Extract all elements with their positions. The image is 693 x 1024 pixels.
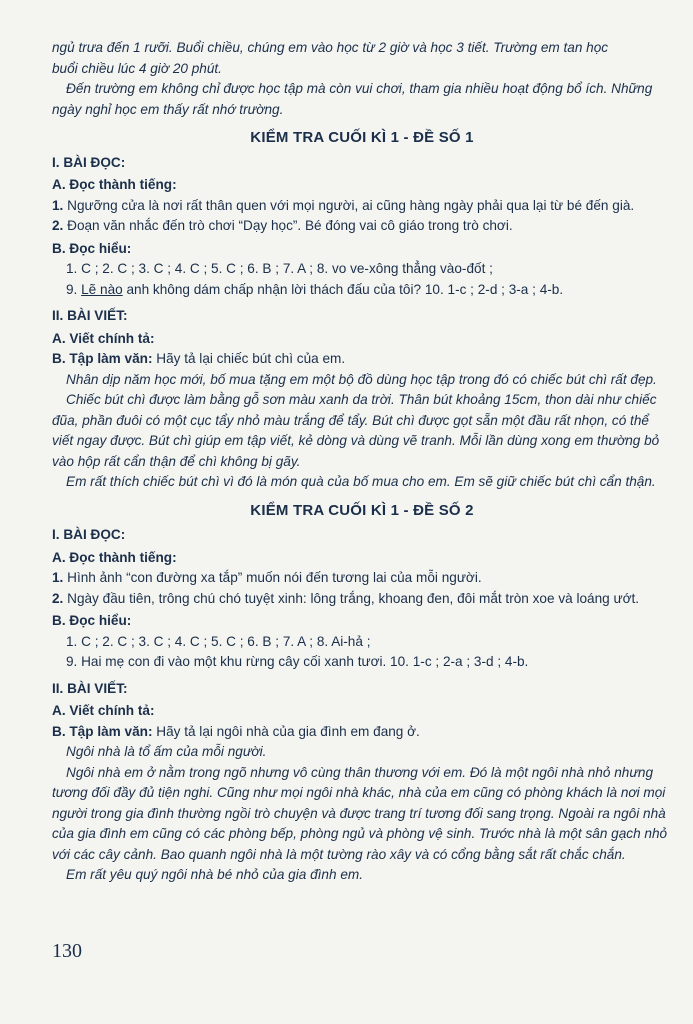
exam1-essay-paragraph-1: Nhân dịp năm học mới, bố mua tặng em một bộ đồ dùng học tập trong đó có chiếc bút chì rất đẹp. [66,371,657,387]
exam1-title: KIỂM TRA CUỐI KÌ 1 - ĐỀ SỐ 1 [250,129,474,146]
exam2-essay-label: B. Tập làm văn: [52,723,153,739]
exam2-essay-paragraph-1: Ngôi nhà là tổ ấm của mỗi người. [66,744,267,759]
intro-line-1: ngủ trưa đến 1 rưỡi. Buổi chiều, chúng em vào học từ 2 giờ và học 3 tiết. Trường em tan học [52,40,609,55]
exam1-comprehension-heading: B. Đọc hiểu: [52,240,132,256]
exam2-q1-number: 1. [52,570,64,585]
exam1-q1-number: 1. [52,197,64,213]
exam2-title: KIỂM TRA CUỐI KÌ 1 - ĐỀ SỐ 2 [250,501,474,519]
exam1-answers-line-2 [52,280,672,301]
exam1-answers-rest: anh không dám chấp nhận lời thách đấu của tôi? 10. 1-c ; 2-d ; 3-a ; 4-b. [122,281,564,297]
exam2-q2-number: 2. [52,590,64,606]
exam1-writing-heading: II. BÀI VIẾT: [52,308,128,323]
exam2-q2-text: Ngày đầu tiên, trông chú chó tuyệt xinh: lông trắng, khoang đen, đôi mắt tròn xoe và loáng ướt. [67,590,640,606]
exam2-essay-prompt-text: Hãy tả lại ngôi nhà của gia đình em đang ở. [152,723,420,739]
exam1-essay-prompt-text: Hãy tả lại chiếc bút chì của em. [152,351,346,366]
intro-paragraph-2: Đến trường em không chỉ được học tập mà còn vui chơi, tham gia nhiều hoạt động bổ ích. Những ngày nghỉ học em thấy rất nhớ trường. [52,81,653,117]
exam1-essay-paragraph-2: Chiếc bút chì được làm bằng gỗ sơn màu xanh da trời. Thân bút khoảng 15cm, thon dài như chiếc đũa, phần đuôi có một cục tẩy nhỏ màu trắng để tẩy. Bút chì được gọt sẵn một đầu rất nhọn, có thể viết ngay được. Bút chì giúp em tập viết, kẻ dòng và dùng vẽ tranh. Mỗi lần dùng xong em thường bỏ vào hộp rất cẩn thận để chì không bị gãy. [52,392,660,469]
exam2-essay-prompt [52,722,672,743]
exam1-answers-underlined: Lẽ nào [81,281,123,297]
exam1-essay-prompt [52,349,672,370]
exam2-comprehension-heading: B. Đọc hiểu: [52,613,132,628]
page-number: 130 [52,940,82,962]
exam2-writing-heading: II. BÀI VIẾT: [52,680,128,696]
page-content [52,38,672,886]
exam1-dictation-heading: A. Viết chính tả: [52,330,155,346]
exam1-q2-number: 2. [52,218,64,233]
exam1-essay-label: B. Tập làm văn: [52,351,153,366]
exam2-essay-paragraph-3: Em rất yêu quý ngôi nhà bé nhỏ của gia đình em. [66,867,363,882]
exam1-read-aloud-heading: A. Đọc thành tiếng: [52,177,177,192]
exam2-answers-line-2: 9. Hai mẹ con đi vào một khu rừng cây cối xanh tươi. 10. 1-c ; 2-a ; 3-d ; 4-b. [66,654,529,669]
exam2-q1-text: Hình ảnh “con đường xa tắp” muốn nói đến tương lai của mỗi người. [67,570,482,585]
exam1-reading-heading: I. BÀI ĐỌC: [52,154,126,170]
exam1-question-1 [52,196,672,217]
exam1-q2-text: Đoạn văn nhắc đến trò chơi “Dạy học”. Bé đóng vai cô giáo trong trò chơi. [67,218,513,233]
exam2-reading-heading: I. BÀI ĐỌC: [52,527,126,542]
exam2-dictation-heading: A. Viết chính tả: [52,703,155,718]
exam2-read-aloud-heading: A. Đọc thành tiếng: [52,549,177,565]
exam1-essay-paragraph-3: Em rất thích chiếc bút chì vì đó là món quà của bố mua cho em. Em sẽ giữ chiếc bút chì cẩn thận. [66,474,656,489]
exam2-answers-line-1: 1. C ; 2. C ; 3. C ; 4. C ; 5. C ; 6. B ; 7. A ; 8. Ai-hả ; [66,633,371,649]
exam2-question-2 [52,589,672,610]
exam2-essay-paragraph-2: Ngôi nhà em ở nằm trong ngõ nhưng vô cùng thân thương với em. Đó là một ngôi nhà nhỏ nhưng tương đối đầy đủ tiện nghi. Cũng như mọi ngôi nhà khác, nhà của em cũng có phòng khách là nơi mọi người trong gia đình thường ngồi trò chuyện và được trang trí tương đối sang trọng. Ngoài ra ngôi nhà của gia đình em cũng có các phòng bếp, phòng ngủ và phòng vệ sinh. Trước nhà là một sân gạch nhỏ với các cây cảnh. Bao quanh ngôi nhà là một tường rào xây và có cổng bằng sắt rất chắc chắn. [52,764,668,862]
exam1-answers-line-1: 1. C ; 2. C ; 3. C ; 4. C ; 5. C ; 6. B ; 7. A ; 8. vo ve-xông thẳng vào-đốt ; [66,261,493,276]
intro-line-2: buổi chiều lúc 4 giờ 20 phút. [52,60,222,76]
exam1-answers-prefix: 9. [66,281,82,297]
exam1-question-2 [52,216,672,237]
exam1-q1-text: Ngưỡng cửa là nơi rất thân quen với mọi người, ai cũng hàng ngày phải qua lại từ bé đến già. [67,197,635,213]
exam2-question-1 [52,568,672,589]
